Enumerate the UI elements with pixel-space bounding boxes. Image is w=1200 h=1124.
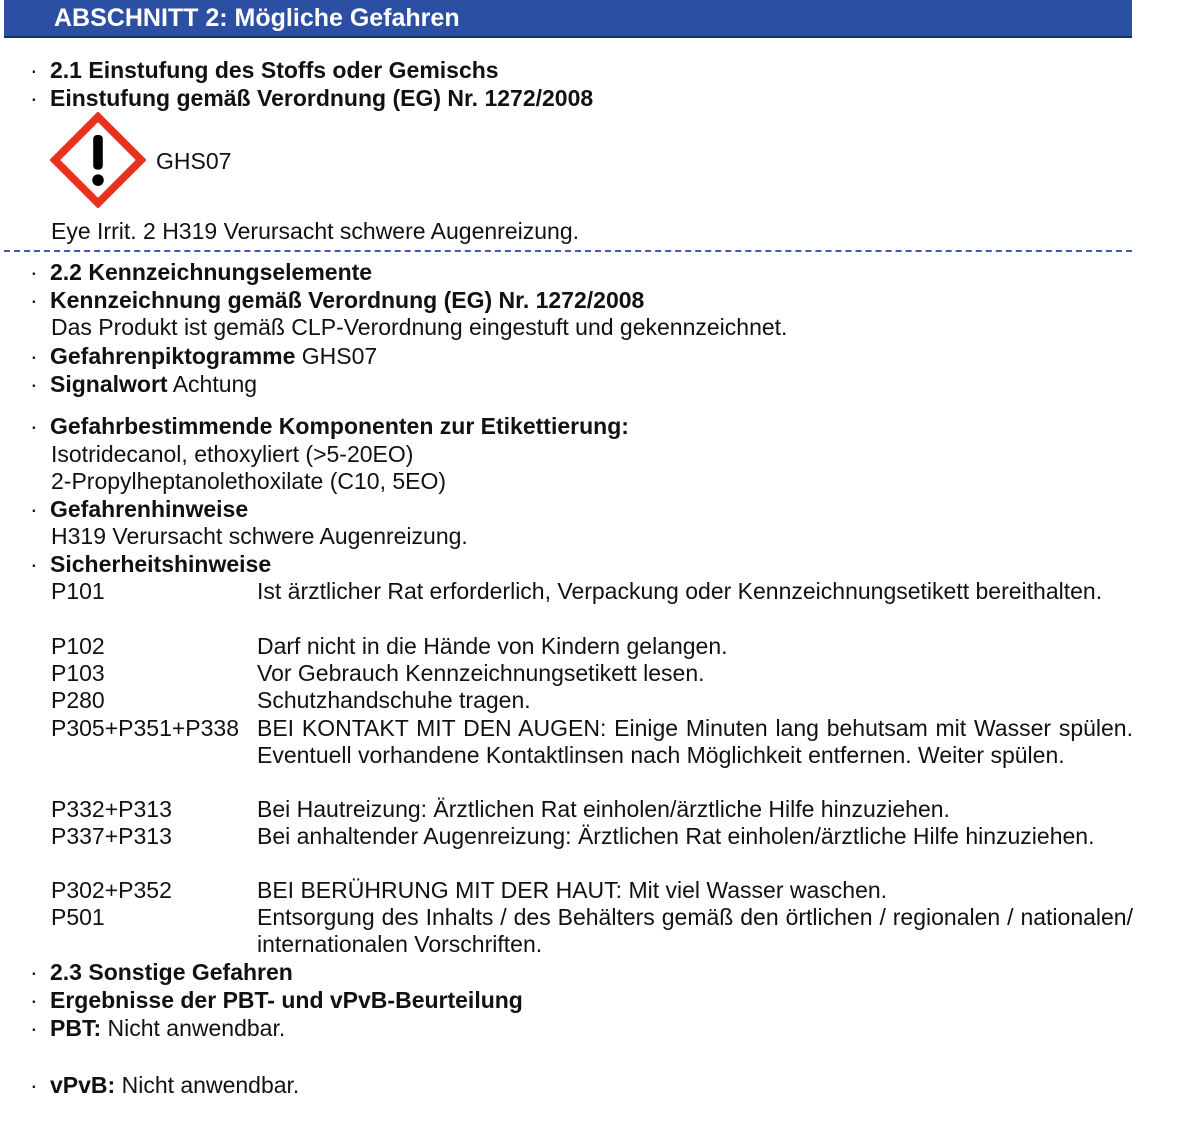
bullet-icon: · [30,343,38,369]
precaution-text: Darf nicht in die Hände von Kindern gelangen. [257,633,728,659]
bullet-icon: · [30,259,38,285]
precaution-text: Ist ärztlicher Rat erforderlich, Verpackung oder Kennzeichnungsetikett bereithalten. [257,578,1103,604]
component-item: 2-Propylheptanolethoxilate (C10, 5EO) [51,468,447,494]
precaution-code: P101 [51,578,105,604]
section-header [4,0,1132,38]
bullet-icon: · [30,85,38,111]
clp-note: Das Produkt ist gemäß CLP-Verordnung eingestuft und gekennzeichnet. [51,314,788,340]
precaution-text: BEI KONTAKT MIT DEN AUGEN: Einige Minuten lang behutsam mit Wasser spülen. Eventuell vorhandene Kontaktlinsen nach Möglichkeit entfernen. Weiter spülen. [257,715,1133,768]
pbt-assessment-heading: · Ergebnisse der PBT- und vPvB-Beurteilung [30,987,523,1013]
heading-2-2: · 2.2 Kennzeichnungselemente [30,259,373,285]
precaution-code: P103 [51,660,105,686]
precaution-code: P102 [51,633,105,659]
bullet-icon: · [30,371,38,397]
precaution-text: Entsorgung des Inhalts / des Behälters gemäß den örtlichen / regionalen / nationalen/ internationalen Vorschriften. [257,904,1133,957]
precaution-text: Schutzhandschuhe tragen. [257,687,531,713]
precaution-text: Bei anhaltender Augenreizung: Ärztlichen Rat einholen/ärztliche Hilfe hinzuziehen. [257,823,1095,849]
heading-2-3: · 2.3 Sonstige Gefahren [30,959,293,985]
bullet-icon: · [30,1015,38,1041]
precaution-code: P305+P351+P338 [51,715,240,741]
hazard-statement: H319 Verursacht schwere Augenreizung. [51,523,468,549]
bullet-icon: · [30,987,38,1013]
bullet-icon: · [30,496,38,522]
component-item: Isotridecanol, ethoxyliert (>5-20EO) [51,441,414,467]
pictogram-label: GHS07 [156,148,232,174]
heading-2-1: · 2.1 Einstufung des Stoffs oder Gemischs [30,57,499,83]
precaution-text: Bei Hautreizung: Ärztlichen Rat einholen/ärztliche Hilfe hinzuziehen. [257,796,950,822]
hazard-heading: · Gefahrenhinweise [30,496,249,522]
section-title: ABSCHNITT 2: Mögliche Gefahren [54,4,460,32]
precaution-code: P302+P352 [51,877,172,903]
precaution-code: P337+P313 [51,823,172,849]
section-divider [4,250,1132,252]
bullet-icon: · [30,287,38,313]
pictograms-row: · Gefahrenpiktogramme GHS07 [30,343,378,369]
signal-word-row: · Signalwort Achtung [30,371,258,397]
bullet-icon: · [30,57,38,83]
bullet-icon: · [30,1072,38,1098]
precaution-code: P501 [51,904,105,930]
precaution-text: BEI BERÜHRUNG MIT DER HAUT: Mit viel Wasser waschen. [257,877,888,903]
vpvb-row: · vPvB: Nicht anwendbar. [30,1072,300,1098]
precaution-text: Vor Gebrauch Kennzeichnungsetikett lesen. [257,660,705,686]
components-heading: · Gefahrbestimmende Komponenten zur Etikettierung: [30,413,629,439]
bullet-icon: · [30,413,38,439]
classification-regulation: · Einstufung gemäß Verordnung (EG) Nr. 1272/2008 [30,85,594,111]
pbt-row: · PBT: Nicht anwendbar. [30,1015,286,1041]
bullet-icon: · [30,551,38,577]
ghs07-exclamation-icon [50,112,146,208]
labelling-regulation: · Kennzeichnung gemäß Verordnung (EG) Nr. 1272/2008 [30,287,645,313]
precaution-code: P332+P313 [51,796,172,822]
classification-line: Eye Irrit. 2 H319 Verursacht schwere Augenreizung. [51,218,580,244]
precautions-heading: · Sicherheitshinweise [30,551,272,577]
precaution-code: P280 [51,687,105,713]
bullet-icon: · [30,959,38,985]
